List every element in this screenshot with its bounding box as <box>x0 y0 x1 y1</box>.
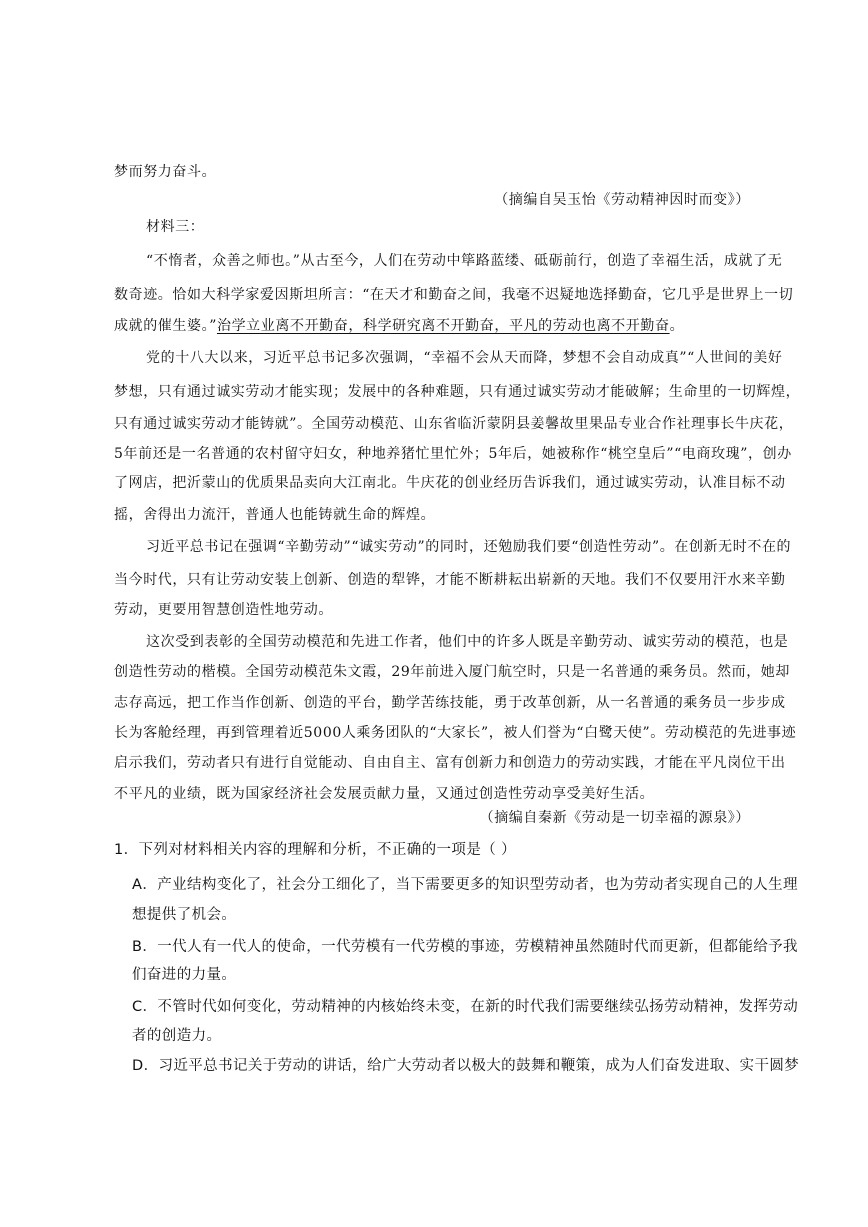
material-heading: 材料三： <box>146 219 205 235</box>
passage-line <box>114 316 684 336</box>
option-b-continuation: 们奋进的力量。 <box>132 967 237 983</box>
passage-line: 志存高远，把工作当作创新、创造的平台，勤学苦练技能，勇于改革创新，从一名普通的乘务员一步步成 <box>114 695 786 711</box>
option-c-continuation: 者的创造力。 <box>132 1028 222 1044</box>
passage-line: 这次受到表彰的全国劳动模范和先进工作者，他们中的许多人既是辛勤劳动、诚实劳动的模范，也是 <box>146 634 789 650</box>
passage-line: 习近平总书记在强调“辛勤劳动”“诚实劳动”的同时，还勉励我们要“创造性劳动”。在创新无时不在的 <box>146 539 792 555</box>
option-b: B．一代人有一代人的使命，一代劳模有一代劳模的事迹，劳模精神虽然随时代而更新，但都能给予我 <box>132 939 798 955</box>
passage-line: 5年前还是一名普通的农村留守妇女，种地养猪忙里忙外；5年后，她被称作“桃空皇后”“电商玫瑰”，创办 <box>114 446 792 462</box>
passage-line: 创造性劳动的楷模。全国劳动模范朱文霞，29年前进入厦门航空时，只是一名普通的乘务员。然而，她却 <box>114 664 791 680</box>
option-a: A．产业结构变化了，社会分工细化了，当下需要更多的知识型劳动者，也为劳动者实现自己的人生理 <box>132 877 798 893</box>
option-a-continuation: 想提供了机会。 <box>132 907 237 923</box>
source-citation: （摘编自吴玉怡《劳动精神因时而变》） <box>494 192 750 208</box>
passage-text: 。 <box>669 318 685 334</box>
passage-line: 梦想，只有通过诚实劳动才能实现；发展中的各种难题，只有通过诚实劳动才能破解；生命里的一切辉煌， <box>114 384 801 400</box>
passage-line: 长为客舱经理，再到管理着近5000人乘务团队的“大家长”，被人们誉为“白鹭天使”。劳动模范的先进事迹 <box>114 725 797 741</box>
passage-line: 梦而努力奋斗。 <box>114 164 217 180</box>
option-d: D．习近平总书记关于劳动的讲话，给广大劳动者以极大的鼓舞和鞭策，成为人们奋发进取、实干圆梦 <box>132 1058 800 1074</box>
passage-line: 当今时代，只有让劳动安装上创新、创造的犁铧，才能不断耕耘出崭新的天地。我们不仅要用汗水来辛勤 <box>114 572 786 588</box>
source-citation: （摘编自秦新《劳动是一切幸福的源泉》） <box>479 810 750 826</box>
passage-line: 党的十八大以来，习近平总书记多次强调，“幸福不会从天而降，梦想不会自动成真”“人世间的美好 <box>146 350 783 366</box>
passage-line: 摇，舍得出力流汗，普通人也能铸就生命的辉煌。 <box>114 507 436 523</box>
passage-line: 数奇迹。恰如大科学家爱因斯坦所言：“在天才和勤奋之间，我毫不迟疑地选择勤奋，它几乎是世界上一切 <box>114 287 794 303</box>
passage-line: 了网店，把沂蒙山的优质果品卖向大江南北。牛庆花的创业经历告诉我们，通过诚实劳动，认准目标不动 <box>114 475 786 491</box>
question-stem: 1．下列对材料相关内容的理解和分析，不正确的一项是（ ） <box>114 842 517 858</box>
passage-text: 成就的催生婆。” <box>114 318 217 334</box>
passage-line: “不惰者，众善之师也。”从古至今，人们在劳动中筚路蓝缕、砥砺前行，创造了幸福生活，成就了无 <box>146 253 783 269</box>
passage-line: 只有通过诚实劳动才能铸就”。全国劳动模范、山东省临沂蒙阴县姜馨故里果品专业合作社理事长牛庆花， <box>114 416 794 432</box>
underlined-sentence: 治学立业离不开勤奋，科学研究离不开勤奋，平凡的劳动也离不开勤奋 <box>216 318 670 334</box>
passage-line: 启示我们，劳动者只有进行自觉能动、自由自主、富有创新力和创造力的劳动实践，才能在平凡岗位干出 <box>114 755 786 771</box>
passage-line: 不平凡的业绩，既为国家经济社会发展贡献力量，又通过创造性劳动享受美好生活。 <box>114 786 655 802</box>
passage-line: 劳动，更要用智慧创造性地劳动。 <box>114 602 333 618</box>
option-c: C．不管时代如何变化，劳动精神的内核始终未变，在新的时代我们需要继续弘扬劳动精神，发挥劳动 <box>132 999 799 1015</box>
